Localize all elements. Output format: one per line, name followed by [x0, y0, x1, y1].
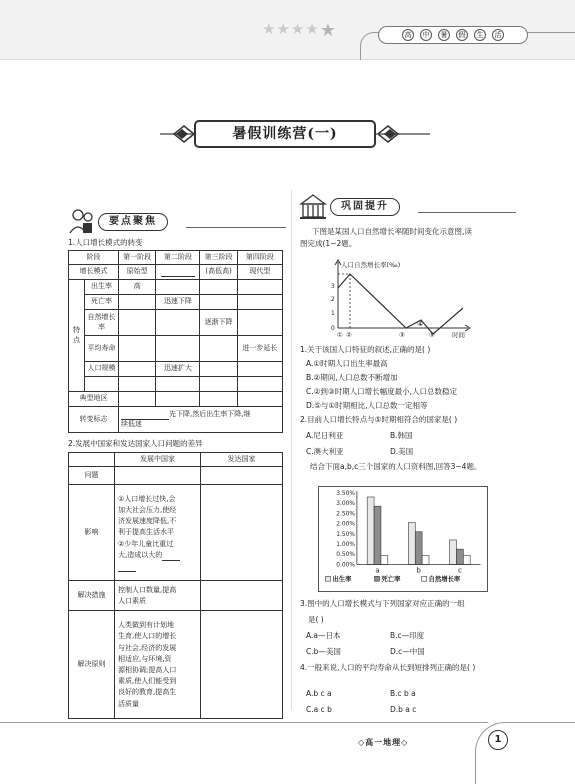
- table-cell: [156, 265, 200, 280]
- option: B.c b a: [390, 689, 416, 698]
- table-cell: [237, 392, 282, 407]
- table-cell: [156, 280, 200, 295]
- bar-a-series-0: [367, 497, 374, 565]
- cell-line: 素质,使人们能受到: [118, 677, 177, 686]
- y-tick-label: 1.00%: [336, 542, 355, 549]
- table-header: 发达国家: [201, 453, 283, 467]
- banner-ornament-left-icon: [170, 124, 194, 144]
- table-cell: [115, 611, 201, 719]
- legend-swatch-natural: [422, 576, 427, 581]
- bar-b-series-1: [415, 532, 422, 565]
- table-cell: [115, 485, 201, 581]
- legend-label: 出生率: [332, 575, 352, 584]
- table-cell: 迅速扩大: [156, 362, 200, 377]
- table-cell: [119, 362, 156, 377]
- series-char: 暑: [438, 29, 450, 41]
- table-cell: [200, 362, 237, 377]
- page-number: 1: [488, 730, 508, 750]
- table-cell: [201, 611, 283, 719]
- growth-rate-line-chart: [318, 258, 478, 338]
- cell-line: 加大社会压力,使经: [118, 505, 177, 514]
- intro-line: 下图是某国人口自然增长率随时间变化示意图,读: [312, 227, 472, 236]
- header-stars: [262, 22, 336, 40]
- bar-c-series-0: [450, 540, 457, 565]
- question-title: 2.发展中国家和发达国家人口问题的差异: [68, 439, 203, 448]
- star-icon: ★: [276, 20, 290, 38]
- row-label: 死亡率: [85, 295, 119, 310]
- option: D.美国: [390, 447, 414, 456]
- table-cell: [237, 295, 282, 310]
- table-cell: [201, 467, 283, 485]
- table-cell: [119, 336, 156, 362]
- x-axis-label: 时间: [452, 331, 465, 338]
- table-header: [69, 453, 115, 467]
- point-label: ②: [346, 331, 352, 338]
- table-header: 阶段: [69, 251, 119, 265]
- table-cell: [237, 280, 282, 295]
- y-tick-label: 3.00%: [336, 501, 355, 508]
- option: B.韩国: [390, 431, 413, 440]
- building-icon: [298, 192, 328, 220]
- y-tick-label: 0: [331, 325, 335, 332]
- option: C.②到③时期人口增长幅度最小,人口总数稳定: [306, 387, 457, 396]
- question-title: 1.人口增长模式的转变: [68, 238, 143, 247]
- cell-line: 人口素质: [118, 596, 146, 605]
- table-cell: [156, 310, 200, 336]
- cell-line: 济发展速度降低,不: [118, 517, 177, 526]
- option: D.c—中国: [390, 647, 425, 656]
- cell-line: 相适应,与环境,资: [118, 654, 172, 663]
- bar-b-series-0: [408, 523, 415, 565]
- column-divider: [291, 190, 292, 710]
- y-tick-label: 3.50%: [336, 490, 355, 497]
- table-cell: 原始型: [119, 265, 156, 280]
- table-cell: [237, 362, 282, 377]
- table-cell: [119, 407, 283, 433]
- y-axis-label: 人口自然增长率(‰): [341, 261, 401, 269]
- table-cell: [115, 581, 201, 611]
- question-stem: 1.关于该国人口特征的叙述,正确的是( ): [300, 345, 431, 354]
- banner-ornament-right-icon: [378, 124, 402, 144]
- x-tick-label: a: [375, 566, 380, 575]
- y-tick-label: 2.50%: [336, 511, 355, 518]
- legend-label: 自然增长率: [428, 575, 461, 584]
- legend-swatch-birth: [325, 576, 330, 581]
- section-rule: [418, 212, 516, 213]
- row-label: 平均寿命: [85, 336, 119, 362]
- legend-label: 死亡率: [381, 575, 401, 584]
- table-cell: [237, 377, 282, 392]
- table-cell: [85, 377, 119, 392]
- table-header: 发展中国家: [115, 453, 201, 467]
- row-label: 自然增长率: [85, 310, 119, 336]
- table-cell: [115, 467, 201, 485]
- series-char: 中: [420, 29, 432, 41]
- intro-text: [300, 226, 515, 250]
- table-cell: 现代型: [237, 265, 282, 280]
- y-tick-label: 2: [331, 296, 335, 303]
- option: B.②期间,人口总数不断增加: [306, 373, 398, 382]
- y-tick-label: 3: [331, 283, 335, 290]
- table-cell: [119, 392, 156, 407]
- series-char: 生: [474, 29, 486, 41]
- table-cell: [201, 581, 283, 611]
- section-header-consolidate: [298, 190, 518, 220]
- cell-line: ①人口增长过快,会: [118, 494, 176, 503]
- y-tick-label: 0.50%: [336, 552, 355, 559]
- table-cell: [200, 392, 237, 407]
- cell-text: 先下降,然后出生率下降,继: [169, 410, 251, 419]
- table-cell: 迅速下降: [156, 295, 200, 310]
- table-header: 第一阶段: [119, 251, 156, 265]
- blank-line: [162, 553, 180, 561]
- table-cell: [119, 295, 156, 310]
- footer-tab-outline: [475, 722, 575, 784]
- bar-c-series-1: [456, 549, 463, 564]
- table-cell: [119, 377, 156, 392]
- footer-rule: [0, 722, 488, 723]
- countries-comparison-table: [68, 452, 283, 719]
- x-tick-label: b: [416, 566, 421, 575]
- growth-rate-series-line: [338, 274, 463, 334]
- point-label: ③: [399, 331, 405, 338]
- intro-line: 图完成(1~2题。: [300, 239, 357, 248]
- point-label: ①: [337, 331, 343, 338]
- section-title: 巩固提升: [330, 198, 400, 216]
- star-icon: ★: [305, 20, 319, 38]
- series-title: [378, 26, 528, 44]
- question-stem: 2.目前人口增长特点与⑤时期相符合的国家是( ): [300, 415, 458, 424]
- point-label: ④: [417, 320, 423, 328]
- y-tick-label: 1: [331, 310, 335, 317]
- cell-line: 人类做到有计划地: [118, 621, 174, 630]
- row-label: 转变标志: [69, 407, 119, 433]
- bulb-person-icon: [66, 207, 96, 235]
- group-label: 特点: [69, 280, 85, 392]
- table-header: 第二阶段: [156, 251, 200, 265]
- point-label: ⑤: [429, 331, 435, 338]
- cell-line: 利于提高生活水平: [118, 528, 174, 537]
- option: A.a—日本: [306, 631, 341, 640]
- section-rule: [186, 227, 286, 228]
- cell-line: 大,造成以大的: [118, 550, 163, 559]
- star-icon: ★: [290, 20, 305, 38]
- option: C.b—美国: [306, 647, 341, 656]
- row-label: 增长模式: [69, 265, 119, 280]
- option: D.b a c: [390, 705, 417, 714]
- table-cell: [200, 377, 237, 392]
- option: B.c—印度: [390, 631, 425, 640]
- option: C.a c b: [306, 705, 332, 714]
- table-cell: [156, 392, 200, 407]
- option: C.澳大利亚: [306, 447, 344, 456]
- row-label: 解决原则: [69, 611, 115, 719]
- row-label: 人口规模: [85, 362, 119, 377]
- row-label: 解决措施: [69, 581, 115, 611]
- table-cell: [119, 310, 156, 336]
- cell-line: 控制人口数量,提高: [118, 585, 177, 594]
- y-tick-label: 2.00%: [336, 521, 355, 528]
- table-cell: [237, 310, 282, 336]
- table-header: 第三阶段: [200, 251, 237, 265]
- cell-line: 活质量: [118, 699, 139, 708]
- y-tick-label: 0.00%: [336, 562, 355, 569]
- population-bar-chart: [318, 486, 488, 592]
- series-char: 高: [402, 29, 414, 41]
- x-tick-label: c: [458, 566, 462, 575]
- table-cell: [200, 280, 237, 295]
- table-cell: (高低高): [200, 265, 237, 280]
- table-header: 第四阶段: [237, 251, 282, 265]
- table-cell: [156, 336, 200, 362]
- chart-legend: [325, 574, 460, 583]
- cell-line: 与社会,经济的发展: [118, 643, 177, 652]
- bar-c-series-2: [463, 555, 470, 564]
- row-label: 问题: [69, 467, 115, 485]
- star-icon: ★: [319, 20, 336, 41]
- bar-a-series-2: [381, 555, 388, 564]
- blank-line: [118, 564, 136, 572]
- row-label: 影响: [69, 485, 115, 581]
- legend-swatch-death: [375, 576, 380, 581]
- question-stem: 3.图中的人口增长模式与下列国家对应正确的一组: [300, 599, 465, 608]
- option: A.b c a: [306, 689, 332, 698]
- table-cell: 高: [119, 280, 156, 295]
- cell-line: 良好的教育,提高生: [118, 688, 177, 697]
- option: A.①时期人口出生率最高: [306, 359, 388, 368]
- section-header-key-points: [66, 205, 286, 235]
- row-label: 出生率: [85, 280, 119, 295]
- cell-line: ②少年儿童比重过: [118, 539, 174, 548]
- table-cell: [200, 295, 237, 310]
- page-title: 暑假训练营(一): [194, 120, 376, 148]
- question-stem: 4.一般来说,人口的平均寿命从长到短排列正确的是( ): [300, 663, 476, 672]
- cell-text: 续低迷: [121, 419, 142, 428]
- cell-line: 生育,使人口的增长: [118, 632, 177, 641]
- row-label: 典型地区: [69, 392, 119, 407]
- table-cell: [201, 485, 283, 581]
- series-char: 假: [456, 29, 468, 41]
- population-transition-table: [68, 250, 283, 433]
- blank-line: [121, 412, 169, 420]
- footer-label: ◇高一地理◇: [358, 738, 409, 747]
- table-cell: 逐渐下降: [200, 310, 237, 336]
- y-tick-label: 1.50%: [336, 531, 355, 538]
- bar-a-series-1: [374, 506, 381, 564]
- bar-b-series-2: [422, 555, 429, 564]
- cell-line: 源相协调;提高人口: [118, 665, 177, 674]
- blank-line: [161, 269, 195, 277]
- intro-text: 结合下面a,b,c三个国家的人口资料图,回答3~4题。: [310, 462, 482, 471]
- option: D.⑤与①时期相比,人口总数一定相等: [306, 401, 428, 410]
- section-title: 要点聚焦: [98, 213, 168, 231]
- star-icon: ★: [262, 20, 276, 38]
- table-cell: 进一步延长: [237, 336, 282, 362]
- question-stem: 是( ): [308, 615, 324, 624]
- table-cell: [156, 377, 200, 392]
- series-char: 活: [492, 29, 504, 41]
- table-cell: [200, 336, 237, 362]
- option: A.尼日利亚: [306, 431, 344, 440]
